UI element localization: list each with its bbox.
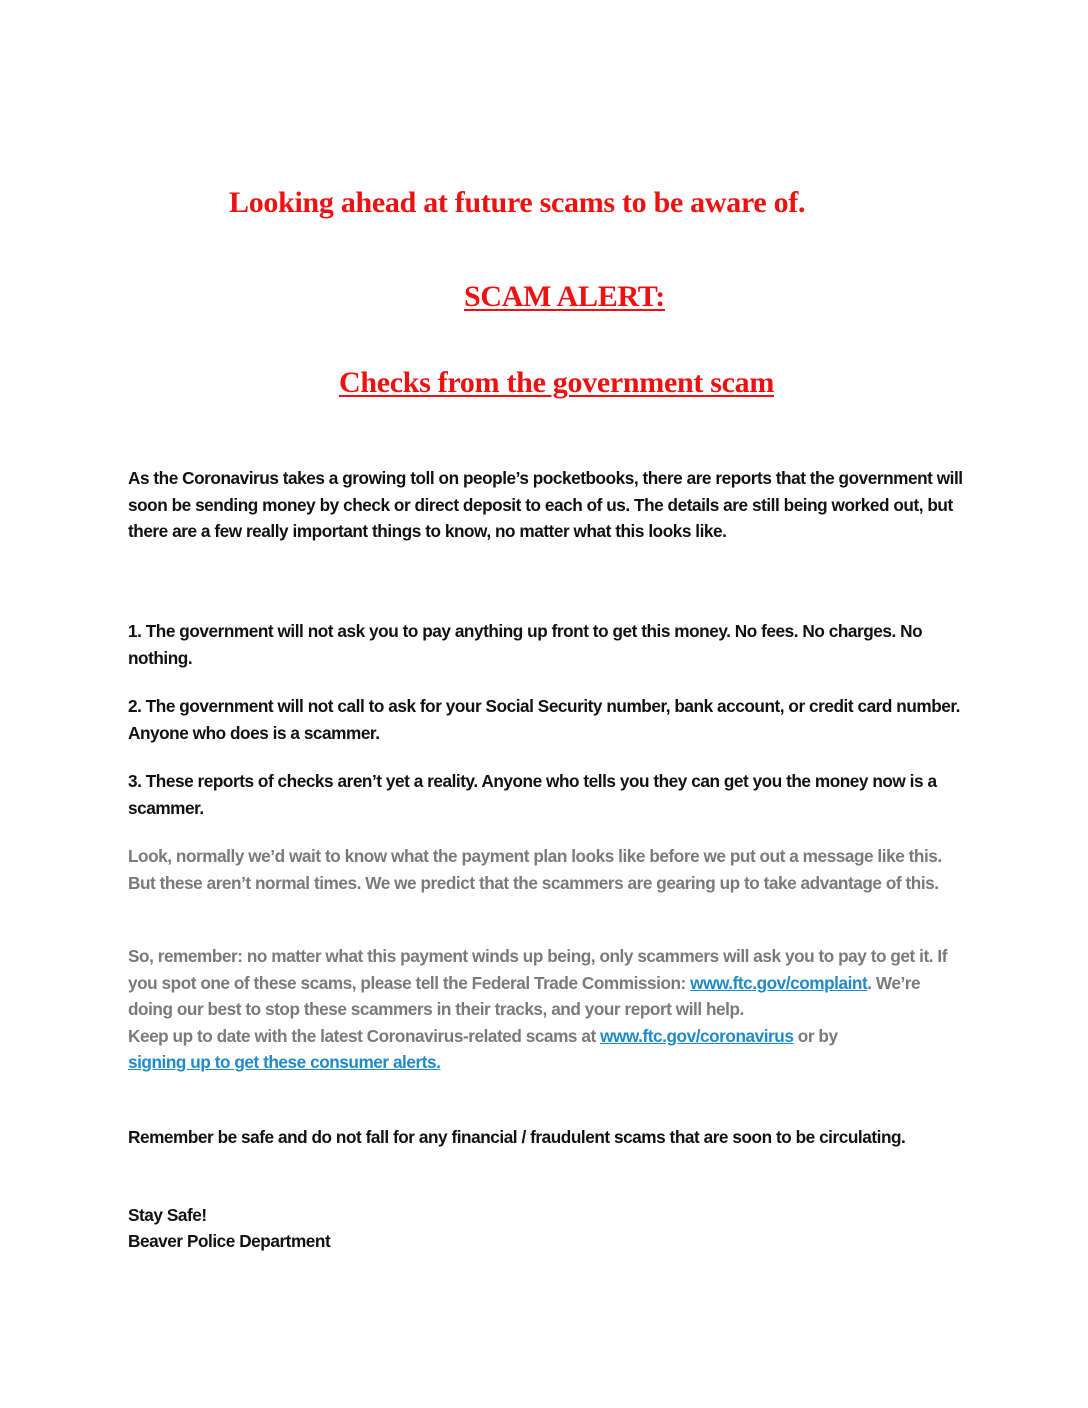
ftc-complaint-link[interactable]: www.ftc.gov/complaint [690, 972, 868, 993]
gray-paragraph-2-part2: . We’re doing our best to stop these scammers in their tracks, and your report will help. [128, 972, 921, 1019]
ftc-coronavirus-link[interactable]: www.ftc.gov/coronavirus [600, 1025, 794, 1046]
gray-paragraph-2 [128, 943, 968, 1076]
gray-paragraph-2-part4: or by [793, 1025, 838, 1046]
intro-paragraph: As the Coronavirus takes a growing toll on people’s pocketbooks, there are reports that the government will soon be sending money by check or direct deposit to each of us. The details are still being worked out, but there are a few really important things to know, no matter what this looks like. [128, 468, 963, 541]
headline: Looking ahead at future scams to be aware of. [229, 186, 806, 219]
point-2: 2. The government will not call to ask for your Social Security number, bank account, or credit card number. Anyone who does is a scammer. [128, 696, 960, 743]
subtitle: Checks from the government scam [339, 366, 775, 399]
closing-paragraph: Remember be safe and do not fall for any financial / fraudulent scams that are soon to be circulating. [128, 1127, 906, 1147]
point-3: 3. These reports of checks aren’t yet a reality. Anyone who tells you they can get you the money now is a scammer. [128, 771, 937, 818]
gray-paragraph-2-part3: Keep up to date with the latest Coronavirus-related scams at [128, 1025, 601, 1046]
alert-title: SCAM ALERT: [464, 280, 665, 313]
signoff: Stay Safe! [128, 1205, 207, 1225]
consumer-alerts-signup-link[interactable]: signing up to get these consumer alerts. [128, 1052, 441, 1072]
gray-paragraph-1: Look, normally we’d wait to know what the payment plan looks like before we put out a message like this. But these aren’t normal times. We we predict that the scammers are gearing up to take advantage of this. [128, 846, 942, 893]
gray-paragraph-2-part1: So, remember: no matter what this payment winds up being, only scammers will ask you to pay to get it. If you spot one of these scams, please tell the Federal Trade Commission: [128, 946, 947, 993]
point-1: 1. The government will not ask you to pay anything up front to get this money. No fees. No charges. No nothing. [128, 621, 923, 668]
signature: Beaver Police Department [128, 1231, 331, 1251]
